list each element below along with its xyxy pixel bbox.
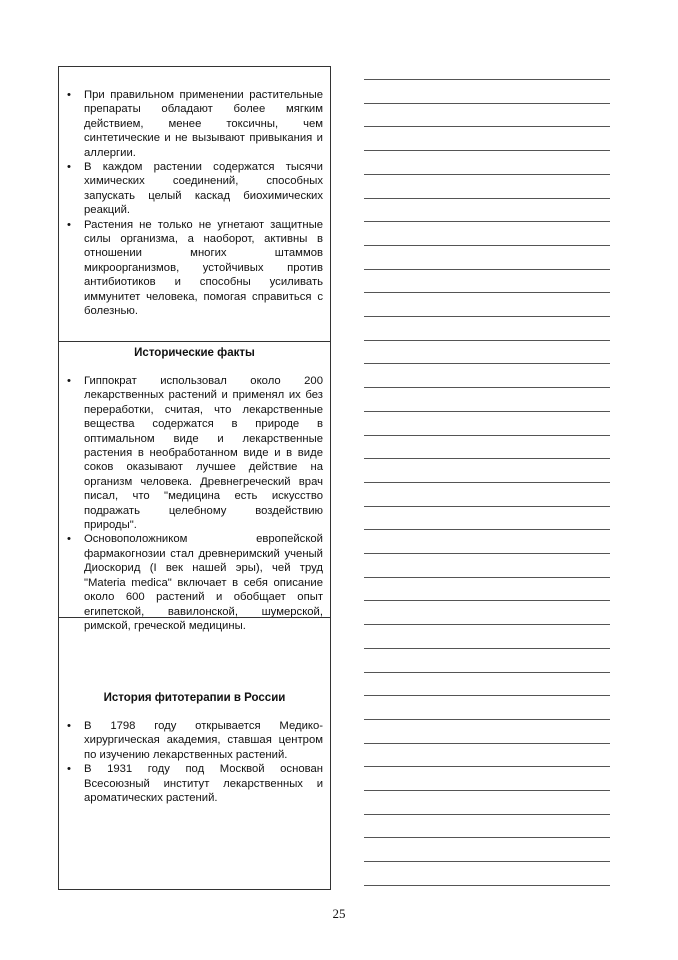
note-line: [364, 529, 610, 530]
list-item-text: При правильном применении растительные препараты обладают более мягким действием, менее токсичны, чем синтетические и не вызывают привыкания и аллергии.: [84, 89, 323, 159]
note-line: [364, 506, 610, 507]
note-line: [364, 648, 610, 649]
note-line: [364, 316, 610, 317]
note-line: [364, 672, 610, 673]
list-item-text: Гиппократ использовал около 200 лекарственных растений и применял их без переработки, считая, что лекарственные вещества содержатся в природе в оптимальном виде и лекарственные растения в необработанном виде и в виде соков оказывают лучшее действие на организм человека. Древнегреческий врач писал, что "медицина есть искусство подражать целебному воздействию природы".: [84, 375, 323, 532]
note-line: [364, 269, 610, 270]
note-line: [364, 435, 610, 436]
note-line: [364, 150, 610, 151]
note-line: [364, 292, 610, 293]
note-line: [364, 103, 610, 104]
note-lines-area: [364, 66, 610, 891]
note-line: [364, 340, 610, 341]
list-item-text: Растения не только не угнетают защитные силы организма, а наоборот, активны в отношении многих штаммов микроорганизмов, устойчивых против антибиотиков и способны усиливать иммунитет человека, помогая справиться с болезнью.: [84, 218, 323, 318]
list-item-text: В каждом растении содержатся тысячи химических соединений, способных запускать целый каскад биохимических реакций.: [84, 161, 323, 217]
note-line: [364, 600, 610, 601]
advantages-list: [59, 67, 330, 319]
note-line: [364, 861, 610, 862]
note-line: [364, 482, 610, 483]
section-historical-facts: [59, 341, 330, 632]
left-text-panel: [58, 66, 331, 890]
note-line: [364, 743, 610, 744]
list-item-text: В 1931 году под Москвой основан Всесоюзный институт лекарственных и ароматических растений.: [84, 763, 323, 805]
bullet-icon: •: [67, 763, 71, 776]
list-item: [67, 88, 323, 160]
bullet-icon: •: [67, 218, 71, 231]
bullet-icon: •: [67, 375, 71, 387]
note-line: [364, 766, 610, 767]
note-line: [364, 624, 610, 625]
list-item: [67, 374, 323, 532]
note-line: [364, 245, 610, 246]
note-line: [364, 198, 610, 199]
section-title-historical-facts: Исторические факты: [134, 347, 255, 359]
note-line: [364, 695, 610, 696]
section-russia-history: [59, 617, 330, 890]
bullet-icon: •: [67, 720, 71, 732]
note-line: [364, 79, 610, 80]
note-line: [364, 221, 610, 222]
note-line: [364, 458, 610, 459]
bullet-icon: •: [67, 89, 71, 101]
note-line: [364, 387, 610, 388]
list-item: [67, 719, 323, 762]
note-line: [364, 885, 610, 886]
note-line: [364, 553, 610, 554]
note-line: [364, 411, 610, 412]
historical-facts-list: [59, 360, 330, 633]
section-title-russia-history: История фитотерапии в России: [103, 692, 286, 704]
note-line: [364, 837, 610, 838]
note-line: [364, 790, 610, 791]
note-line: [364, 814, 610, 815]
section-advantages: [59, 67, 330, 341]
russia-history-list: [59, 705, 330, 805]
list-item: [67, 762, 323, 805]
note-line: [364, 363, 610, 364]
list-item-text: В 1798 году открывается Медико-хирургическая академия, ставшая центром по изучению лекарственных растений.: [84, 720, 323, 761]
page-number: 25: [332, 906, 346, 921]
bullet-icon: •: [67, 533, 71, 546]
note-line: [364, 174, 610, 175]
note-line: [364, 577, 610, 578]
list-item-text: Основоположником европейской фармакогнозии стал древнеримский ученый Диоскорид (I век нашей эры), чей труд "Materia medica" включает в себя описание около 600 растений и обобщает опыт египетской, вавилонской, шумерской, римской, греческой медицины.: [84, 533, 323, 632]
note-line: [364, 719, 610, 720]
list-item: [67, 218, 323, 319]
list-item: [67, 160, 323, 218]
note-line: [364, 126, 610, 127]
bullet-icon: •: [67, 161, 71, 174]
